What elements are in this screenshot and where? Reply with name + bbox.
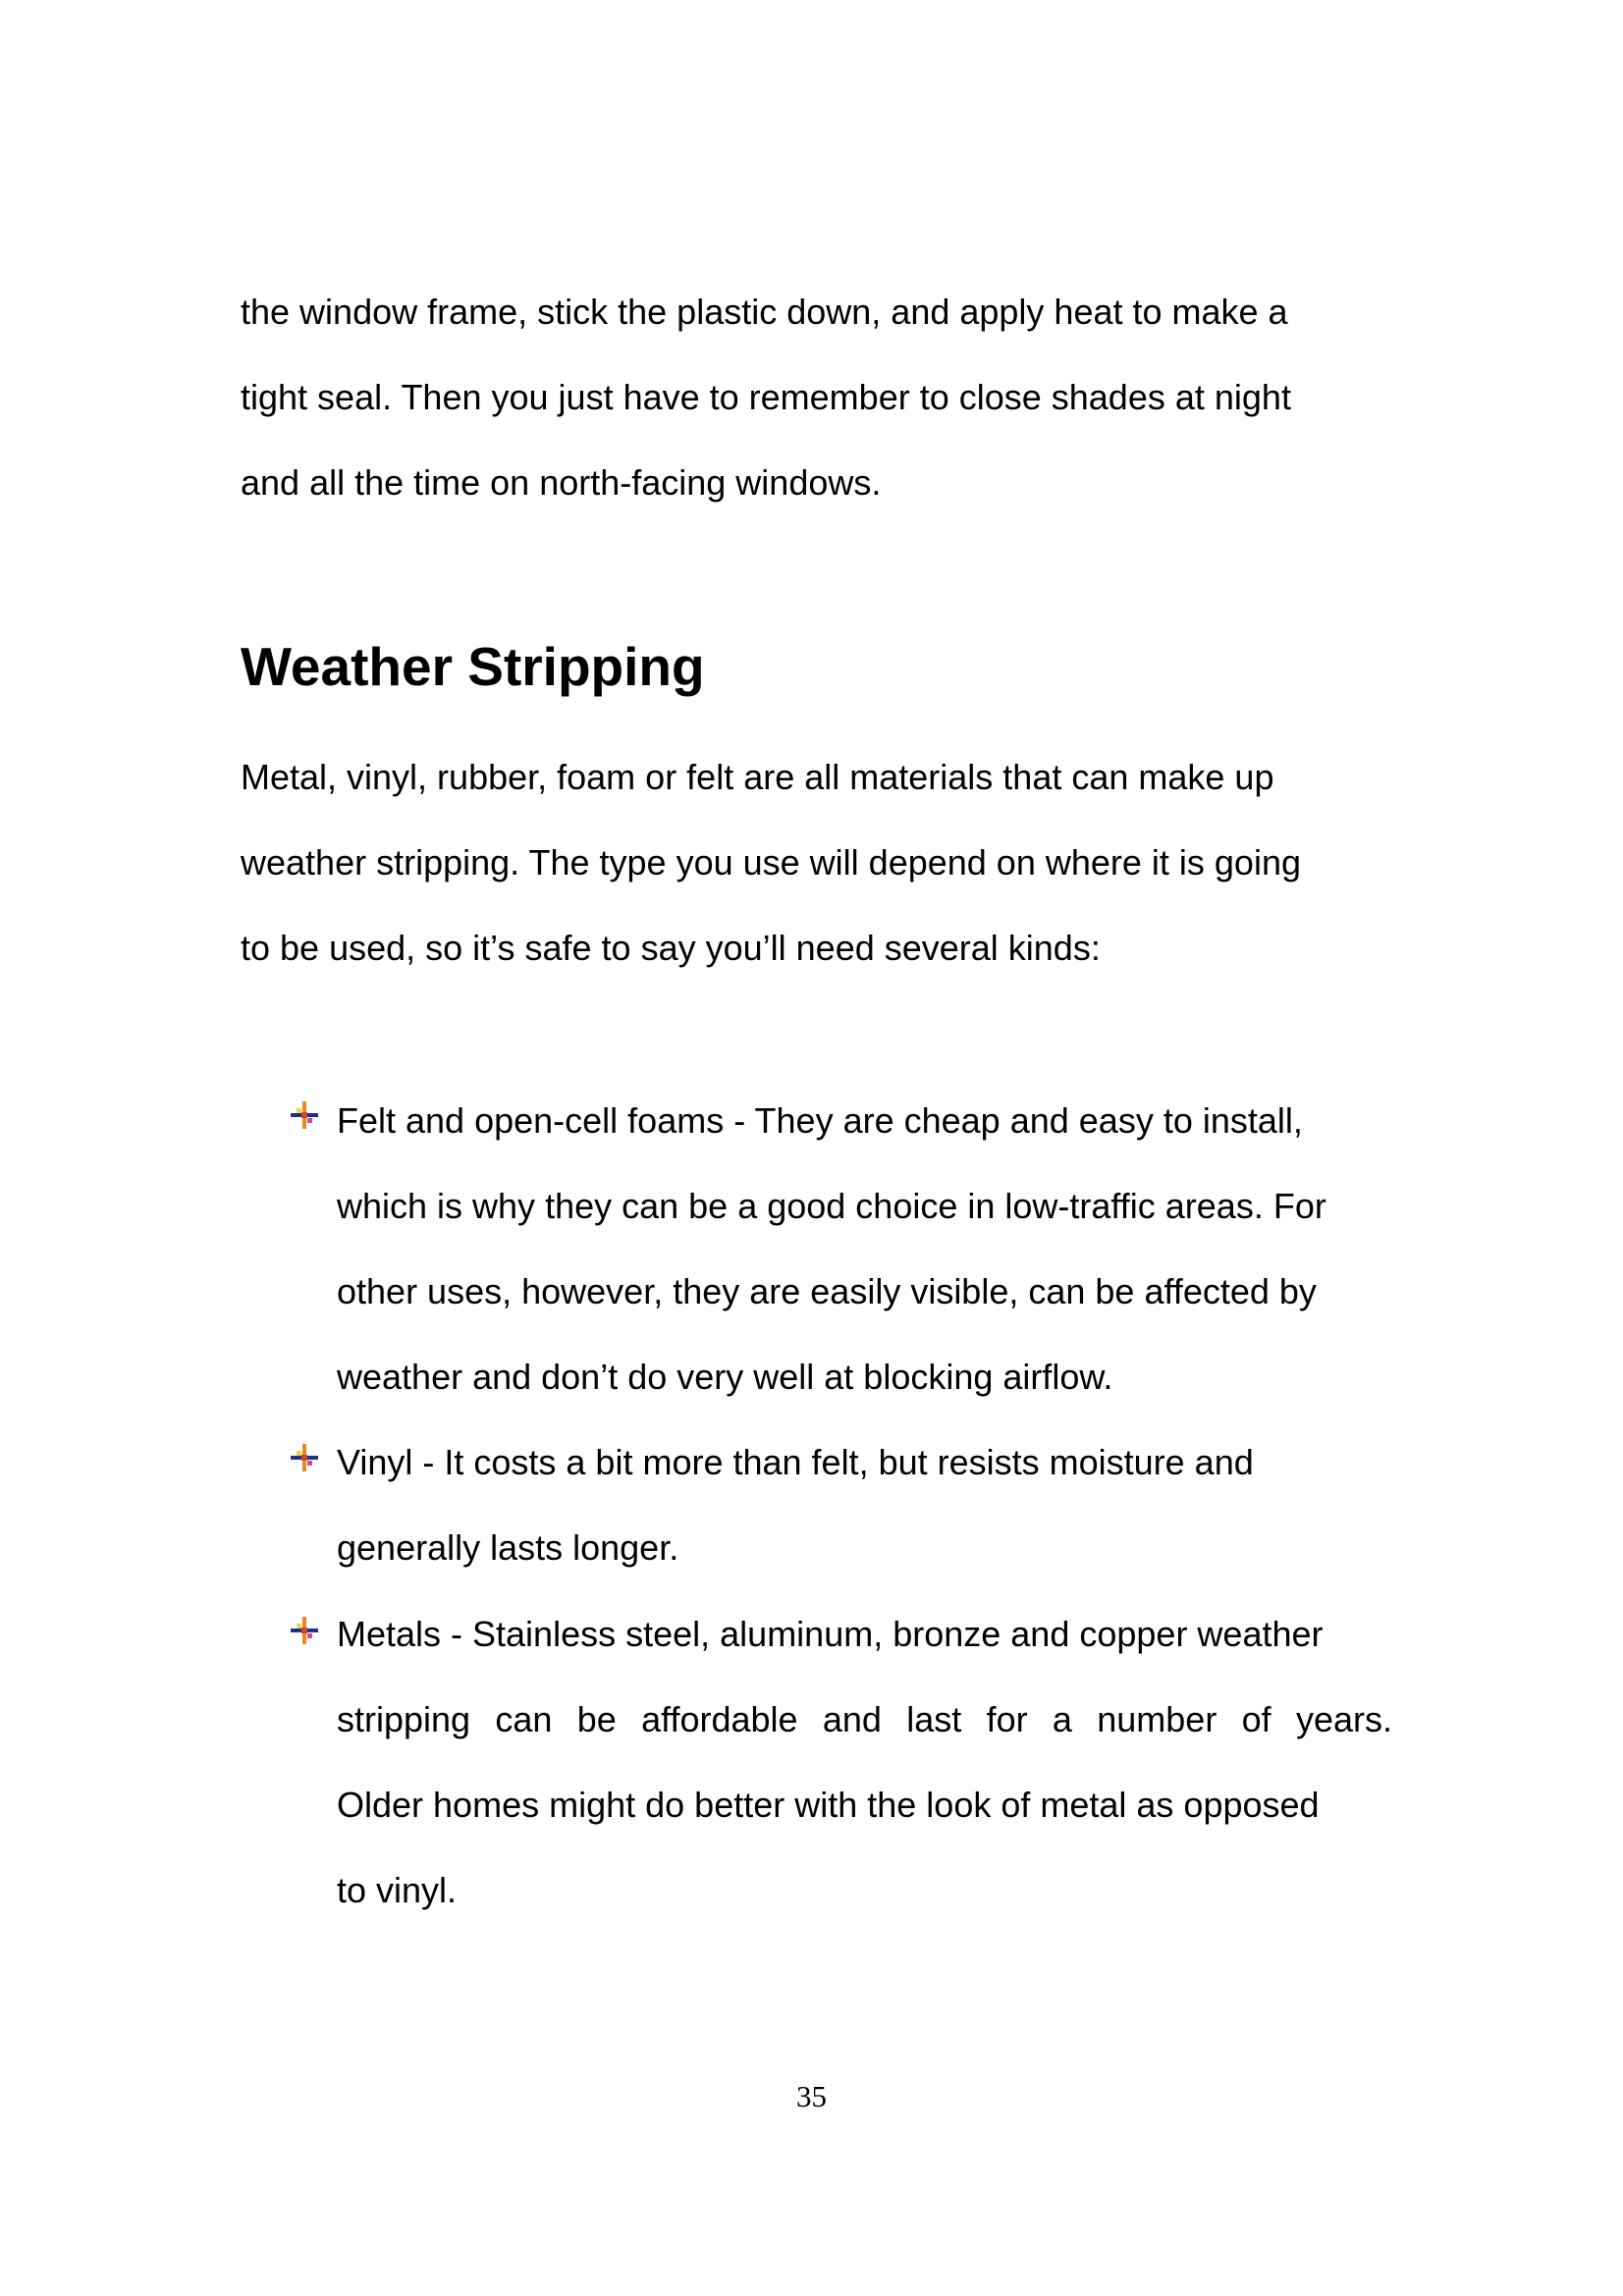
intro-line-3: and all the time on north-facing windows. [241, 462, 882, 503]
bullet-1-line-1: Felt and open-cell foams - They are cheap and easy to install, [337, 1100, 1303, 1141]
bullet-2-line-1: Vinyl - It costs a bit more than felt, but resists moisture and [337, 1442, 1254, 1482]
bullet-3-line-4: to vinyl. [337, 1870, 458, 1910]
intro-line-2: tight seal. Then you just have to remember to close shades at night [241, 377, 1291, 417]
section-heading: Weather Stripping [241, 636, 705, 697]
bullet-2-line-2: generally lasts longer. [337, 1527, 679, 1568]
section-paragraph-line-2: weather stripping. The type you use will depend on where it is going [241, 842, 1301, 882]
plus-cross-bullet-icon [288, 1441, 321, 1474]
bullet-1-line-3: other uses, however, they are easily visible, can be affected by [337, 1271, 1317, 1311]
plus-cross-bullet-icon [288, 1614, 321, 1647]
section-paragraph-line-1: Metal, vinyl, rubber, foam or felt are all materials that can make up [241, 757, 1274, 797]
bullet-3-line-3: Older homes might do better with the look of metal as opposed [337, 1785, 1320, 1825]
bullet-1-line-2: which is why they can be a good choice in low-traffic areas. For [337, 1186, 1326, 1226]
page-number: 35 [796, 2079, 827, 2113]
plus-cross-bullet-icon [288, 1098, 321, 1132]
intro-line-1: the window frame, stick the plastic down, and apply heat to make a [241, 292, 1288, 332]
section-paragraph-line-3: to be used, so it’s safe to say you’ll need several kinds: [241, 928, 1101, 968]
bullet-1-line-4: weather and don’t do very well at blocking airflow. [337, 1357, 1113, 1397]
bullet-3-line-1: Metals - Stainless steel, aluminum, bronze and copper weather [337, 1614, 1324, 1654]
bullet-3-line-2: stripping can be affordable and last for a number of years. [337, 1699, 1392, 1739]
